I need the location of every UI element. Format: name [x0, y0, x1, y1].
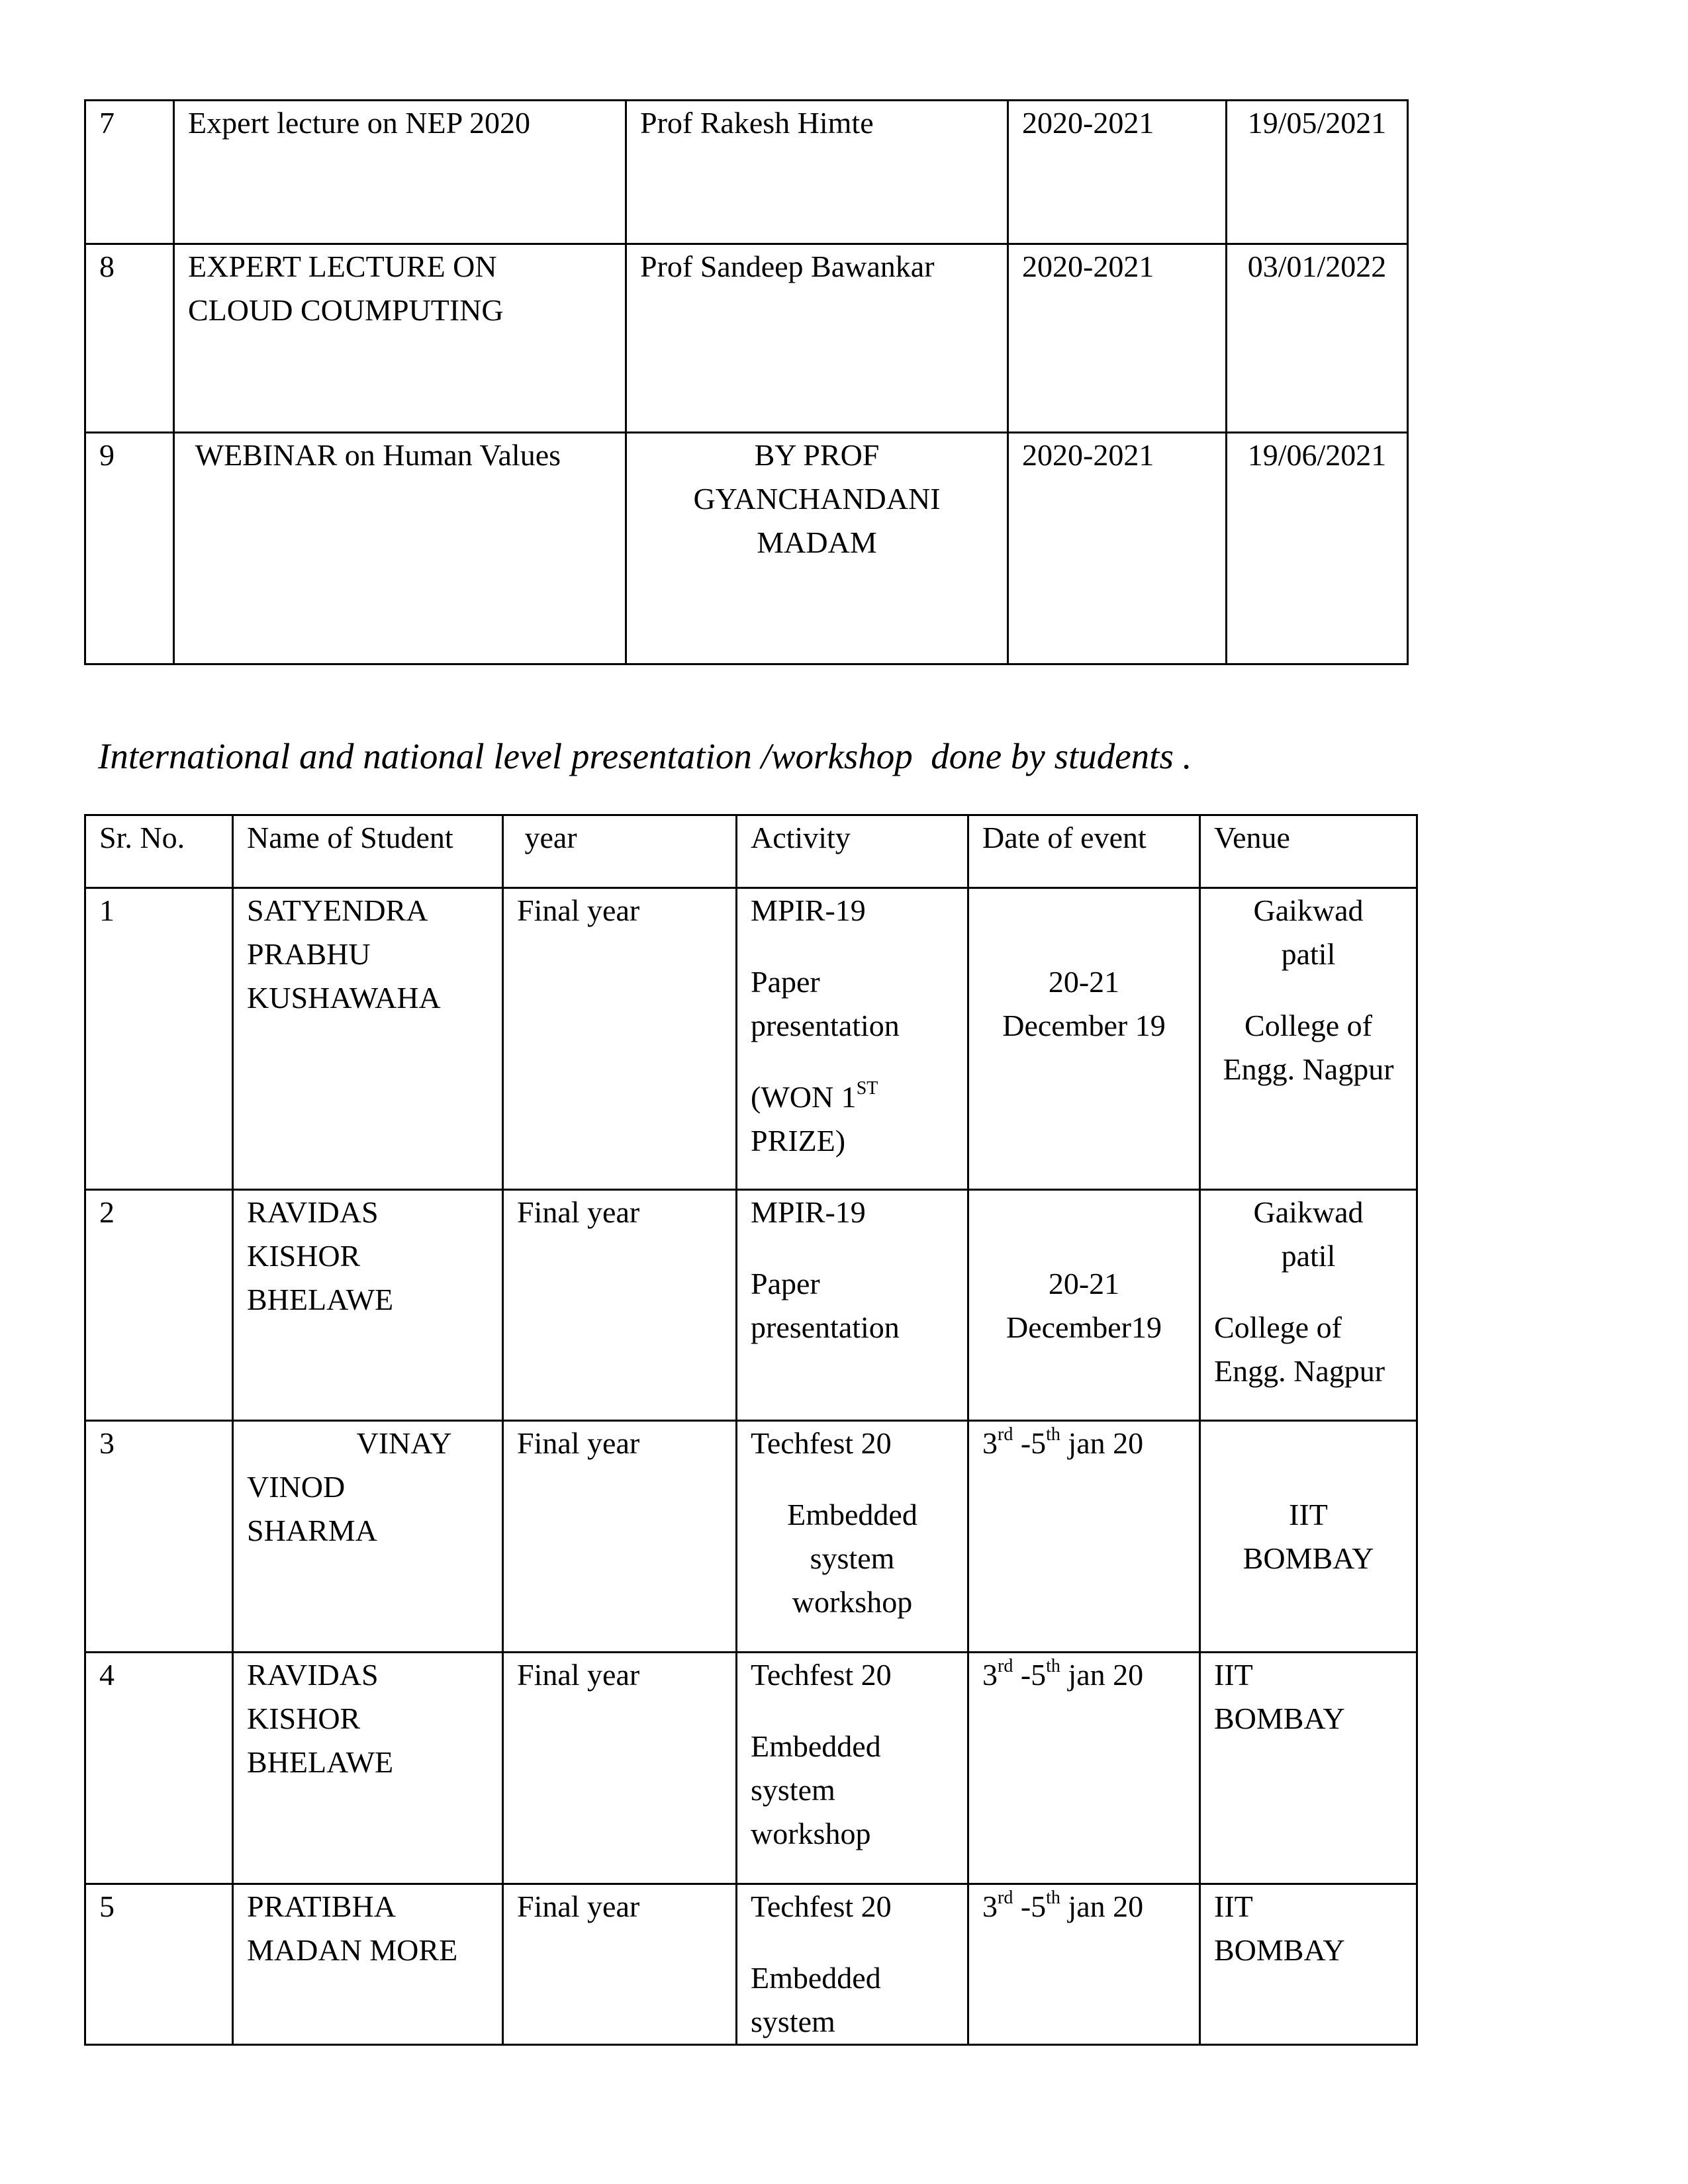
name-cell: PRATIBHA MADAN MORE	[233, 1884, 503, 2045]
table-row	[85, 1653, 1417, 1884]
activity-cell: Techfest 20 Embedded system	[737, 1884, 968, 2045]
header-year: year	[503, 815, 737, 888]
table-row	[85, 1421, 1417, 1653]
year-cell: Final year	[503, 888, 737, 1190]
section-heading: International and national level presentation /workshop done by students .	[98, 736, 1192, 776]
year-cell: Final year	[503, 1653, 737, 1884]
date-cell: 3rd -5th jan 20	[968, 1421, 1200, 1653]
speaker-cell: Prof Rakesh Himte	[626, 101, 1008, 244]
table-row	[85, 1190, 1417, 1421]
header-date: Date of event	[968, 815, 1200, 888]
table-row	[85, 244, 1408, 433]
venue-cell: IIT BOMBAY	[1200, 1421, 1417, 1653]
table-row	[85, 433, 1408, 664]
table-header-row	[85, 815, 1417, 888]
year-cell: Final year	[503, 1884, 737, 2045]
activity-cell: Techfest 20 Embedded system workshop	[737, 1421, 968, 1653]
date-cell: 20-21 December19	[968, 1190, 1200, 1421]
speaker-cell: Prof Sandeep Bawankar	[626, 244, 1008, 433]
date-cell: 03/01/2022	[1227, 244, 1408, 433]
venue-cell: Gaikwad patil College of Engg. Nagpur	[1200, 888, 1417, 1190]
year-cell: 2020-2021	[1008, 433, 1227, 664]
venue-cell: Gaikwad patil College of Engg. Nagpur	[1200, 1190, 1417, 1421]
speaker-cell: BY PROF GYANCHANDANI MADAM	[626, 433, 1008, 664]
date-cell: 19/06/2021	[1227, 433, 1408, 664]
sr-cell: 4	[85, 1653, 233, 1884]
sr-cell: 5	[85, 1884, 233, 2045]
name-cell: SATYENDRA PRABHU KUSHAWAHA	[233, 888, 503, 1190]
activity-cell: MPIR-19 Paper presentation (WON 1ST PRIZE)	[737, 888, 968, 1190]
venue-cell: IIT BOMBAY	[1200, 1884, 1417, 2045]
date-cell: 3rd -5th jan 20	[968, 1884, 1200, 2045]
sr-cell: 8	[85, 244, 174, 433]
activity-cell: MPIR-19 Paper presentation	[737, 1190, 968, 1421]
year-cell: 2020-2021	[1008, 101, 1227, 244]
sr-cell: 9	[85, 433, 174, 664]
title-cell: WEBINAR on Human Values	[174, 433, 626, 664]
student-presentation-table	[84, 814, 1418, 2046]
date-cell: 19/05/2021	[1227, 101, 1408, 244]
table-row	[85, 1884, 1417, 2045]
date-cell: 3rd -5th jan 20	[968, 1653, 1200, 1884]
header-sr: Sr. No.	[85, 815, 233, 888]
year-cell: 2020-2021	[1008, 244, 1227, 433]
lecture-table	[84, 99, 1409, 665]
sr-cell: 3	[85, 1421, 233, 1653]
year-cell: Final year	[503, 1190, 737, 1421]
sr-cell: 7	[85, 101, 174, 244]
venue-cell: IIT BOMBAY	[1200, 1653, 1417, 1884]
name-cell: RAVIDAS KISHOR BHELAWE	[233, 1190, 503, 1421]
activity-cell: Techfest 20 Embedded system workshop	[737, 1653, 968, 1884]
table-row	[85, 888, 1417, 1190]
header-activity: Activity	[737, 815, 968, 888]
title-cell: Expert lecture on NEP 2020	[174, 101, 626, 244]
date-cell: 20-21 December 19	[968, 888, 1200, 1190]
title-cell: EXPERT LECTURE ON CLOUD COUMPUTING	[174, 244, 626, 433]
name-cell: RAVIDAS KISHOR BHELAWE	[233, 1653, 503, 1884]
header-venue: Venue	[1200, 815, 1417, 888]
sr-cell: 1	[85, 888, 233, 1190]
table-row	[85, 101, 1408, 244]
name-cell: VINAY VINOD SHARMA	[233, 1421, 503, 1653]
header-name: Name of Student	[233, 815, 503, 888]
sr-cell: 2	[85, 1190, 233, 1421]
year-cell: Final year	[503, 1421, 737, 1653]
